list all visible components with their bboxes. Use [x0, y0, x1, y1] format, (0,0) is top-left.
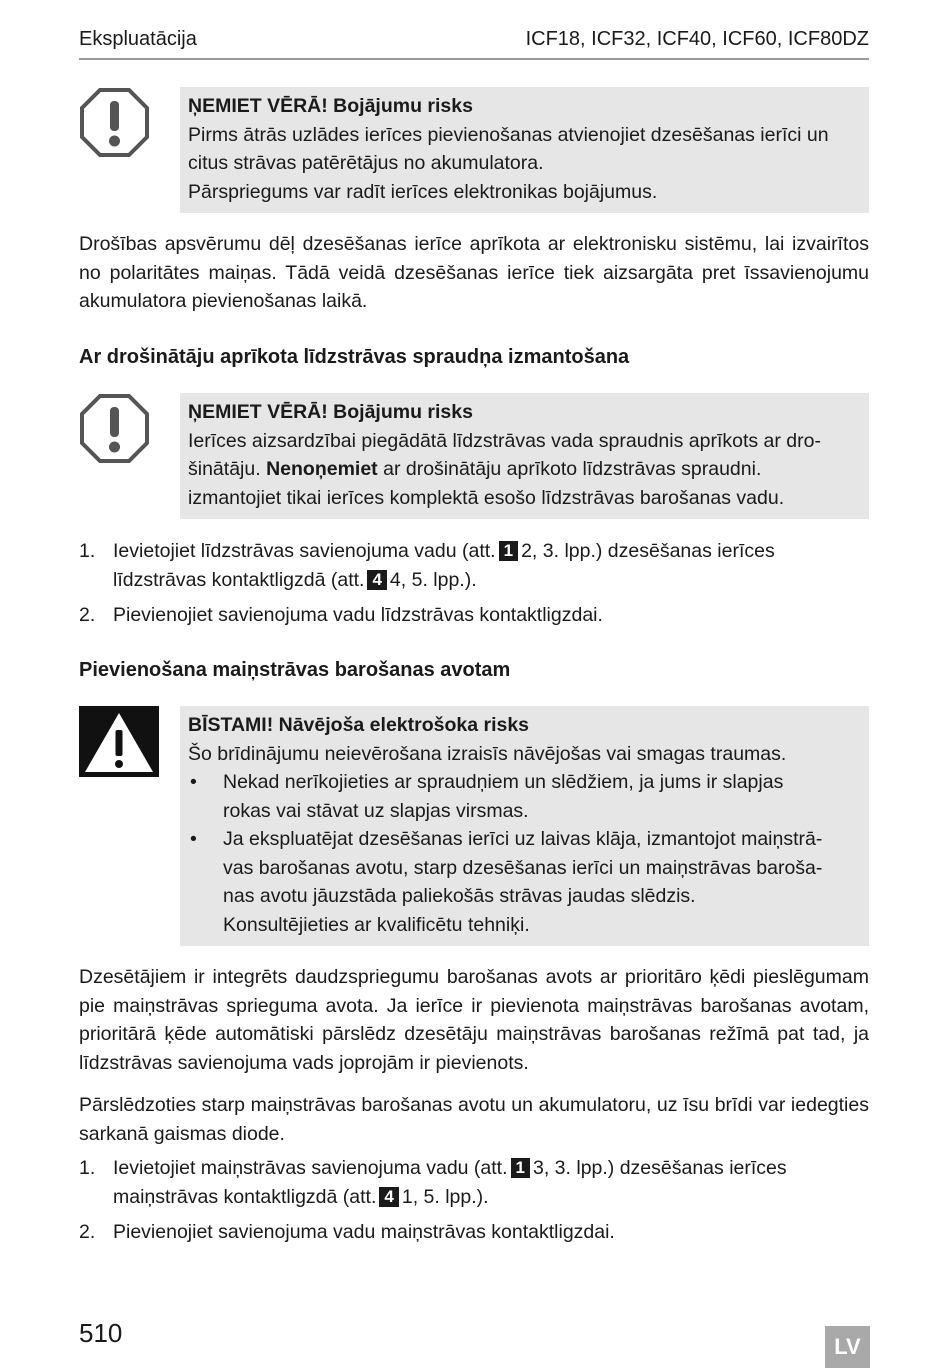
notice-damage-risk-2	[180, 393, 869, 519]
section-heading-ac-power: Pievienošana maiņstrāvas barošanas avotam	[79, 659, 511, 681]
list-text-segment: 3, 3. lpp.) dzesēšanas ierīces	[533, 1157, 787, 1179]
list-text-segment: līdzstrāvas kontaktligzdā (att.	[113, 568, 365, 591]
paragraph-multivoltage: Dzesētājiem ir integrēts daudzspriegumu barošanas avots ar prioritāro ķēdi pieslēgumam pie maiņstrāvas sprieguma avota. Ja ierīce ir pievienota maiņstrāvas barošanas avotam, prioritārā ķēde automātiski pārslēdz dzesētāju maiņstrāvas barošanas režīmā pat tad, ja līdzstrāvas savienojuma vads joprojām ir pievienots.	[79, 966, 869, 1074]
notice-text-line: Ierīces aizsardzībai piegādātā līdzstrāvas vada spraudnis aprīkots ar dro-	[188, 429, 821, 452]
notice-title: ŅEMIET VĒRĀ! Bojājumu risks	[188, 401, 473, 423]
list-item	[79, 1154, 869, 1211]
bullet-item	[188, 768, 859, 825]
bullet-text-line: Ja ekspluatējat dzesēšanas ierīci uz laivas klāja, izmantojot maiņstrā-	[223, 828, 823, 850]
bullet-text-line: vas barošanas avotu, starp dzesēšanas ierīci un maiņstrāvas baroša-	[223, 856, 823, 879]
list-text-segment: Ievietojiet maiņstrāvas savienojuma vadu (att.	[113, 1157, 508, 1179]
list-text-segment: 2, 3. lpp.) dzesēšanas ierīces	[521, 540, 775, 562]
paragraph-led-note: Pārslēdzoties starp maiņstrāvas barošanas avotu un akumulatoru, uz īsu brīdi var iedegties sarkanā gaismas diode.	[79, 1094, 869, 1145]
list-item	[79, 537, 869, 594]
list-text	[113, 1154, 869, 1211]
page-header	[79, 28, 869, 60]
list-number: 2.	[79, 604, 96, 626]
steps-list-dc	[79, 537, 869, 637]
notice-text-line: Pirms ātrās uzlādes ierīces pievienošanas atvienojiet dzesēšanas ierīci un	[188, 123, 829, 146]
page-number: 510	[79, 1318, 123, 1348]
header-model-list: ICF18, ICF32, ICF40, ICF60, ICF80DZ	[525, 28, 869, 50]
list-text: Pievienojiet savienojuma vadu līdzstrāvas kontaktligzdai.	[113, 604, 603, 626]
notice-text-line: citus strāvas patērētājus no akumulatora.	[188, 152, 544, 174]
list-text-segment: 1, 5. lpp.).	[401, 1185, 489, 1208]
exclamation-octagon-icon	[79, 87, 150, 158]
warning-triangle-icon	[79, 706, 159, 777]
bullet-item	[188, 825, 859, 939]
bullet-text-line: Konsultējieties ar kvalificētu tehniķi.	[223, 913, 530, 936]
notice-emphasis: Nenoņemiet	[266, 458, 378, 480]
list-number: 1.	[79, 1157, 96, 1179]
notice-text-line: izmantojiet tikai ierīces komplektā esošo līdzstrāvas barošanas vadu.	[188, 486, 785, 509]
notice-text-segment: ar drošinātāju aprīkoto līdzstrāvas spraudni.	[383, 458, 762, 480]
notice-text-segment: šinātāju.	[188, 458, 261, 480]
notice-text-line: Šo brīdinājumu neievērošana izraisīs nāvējošas vai smagas traumas.	[188, 742, 787, 765]
list-item	[79, 601, 869, 630]
list-number: 1.	[79, 540, 96, 562]
exclamation-octagon-icon	[79, 393, 150, 464]
list-number: 2.	[79, 1221, 96, 1243]
header-section-title: Ekspluatācija	[79, 28, 197, 50]
steps-list-ac	[79, 1154, 869, 1254]
notice-text-line	[188, 455, 859, 484]
bullet-text	[223, 825, 859, 939]
language-tab: LV	[825, 1326, 870, 1368]
list-text	[113, 537, 869, 594]
notice-title: BĪSTAMI! Nāvējoša elektrošoka risks	[188, 714, 530, 736]
list-text-segment: maiņstrāvas kontaktligzdā (att.	[113, 1185, 377, 1208]
notice-damage-risk-1	[180, 87, 869, 213]
notice-text-line: Pārspriegums var radīt ierīces elektronikas bojājumus.	[188, 180, 658, 203]
figure-ref-badge: 1	[511, 1158, 530, 1178]
bullet-text-line: nas avotu jāuzstāda paliekošās strāvas jaudas slēdzis.	[223, 885, 696, 907]
notice-title: ŅEMIET VĒRĀ! Bojājumu risks	[188, 95, 473, 117]
paragraph-polarity-protection: Drošības apsvērumu dēļ dzesēšanas ierīce aprīkota ar elektronisku sistēmu, lai izvairītos no polaritātes maiņas. Tādā veidā dzesēšanas ierīce tiek aizsargāta pret īssavienojumu akumulatora pievienošanas laikā.	[79, 233, 869, 312]
list-item	[79, 1218, 869, 1247]
bullet-text-line: Nekad nerīkojieties ar spraudņiem un slēdžiem, ja jums ir slapjas	[223, 771, 784, 793]
notice-electric-shock	[180, 706, 869, 946]
figure-ref-badge: 4	[379, 1187, 398, 1207]
figure-ref-badge: 1	[499, 541, 518, 561]
figure-ref-badge: 4	[367, 570, 386, 590]
bullet-marker: •	[190, 771, 197, 793]
bullet-text-line: rokas vai stāvat uz slapjas virsmas.	[223, 799, 529, 822]
list-text-segment: Ievietojiet līdzstrāvas savienojuma vadu (att.	[113, 540, 496, 562]
bullet-marker: •	[190, 828, 197, 850]
list-text-segment: 4, 5. lpp.).	[389, 568, 477, 591]
list-text: Pievienojiet savienojuma vadu maiņstrāvas kontaktligzdai.	[113, 1221, 615, 1243]
section-heading-dc-plug: Ar drošinātāju aprīkota līdzstrāvas spraudņa izmantošana	[79, 346, 630, 368]
bullet-text	[223, 768, 859, 825]
